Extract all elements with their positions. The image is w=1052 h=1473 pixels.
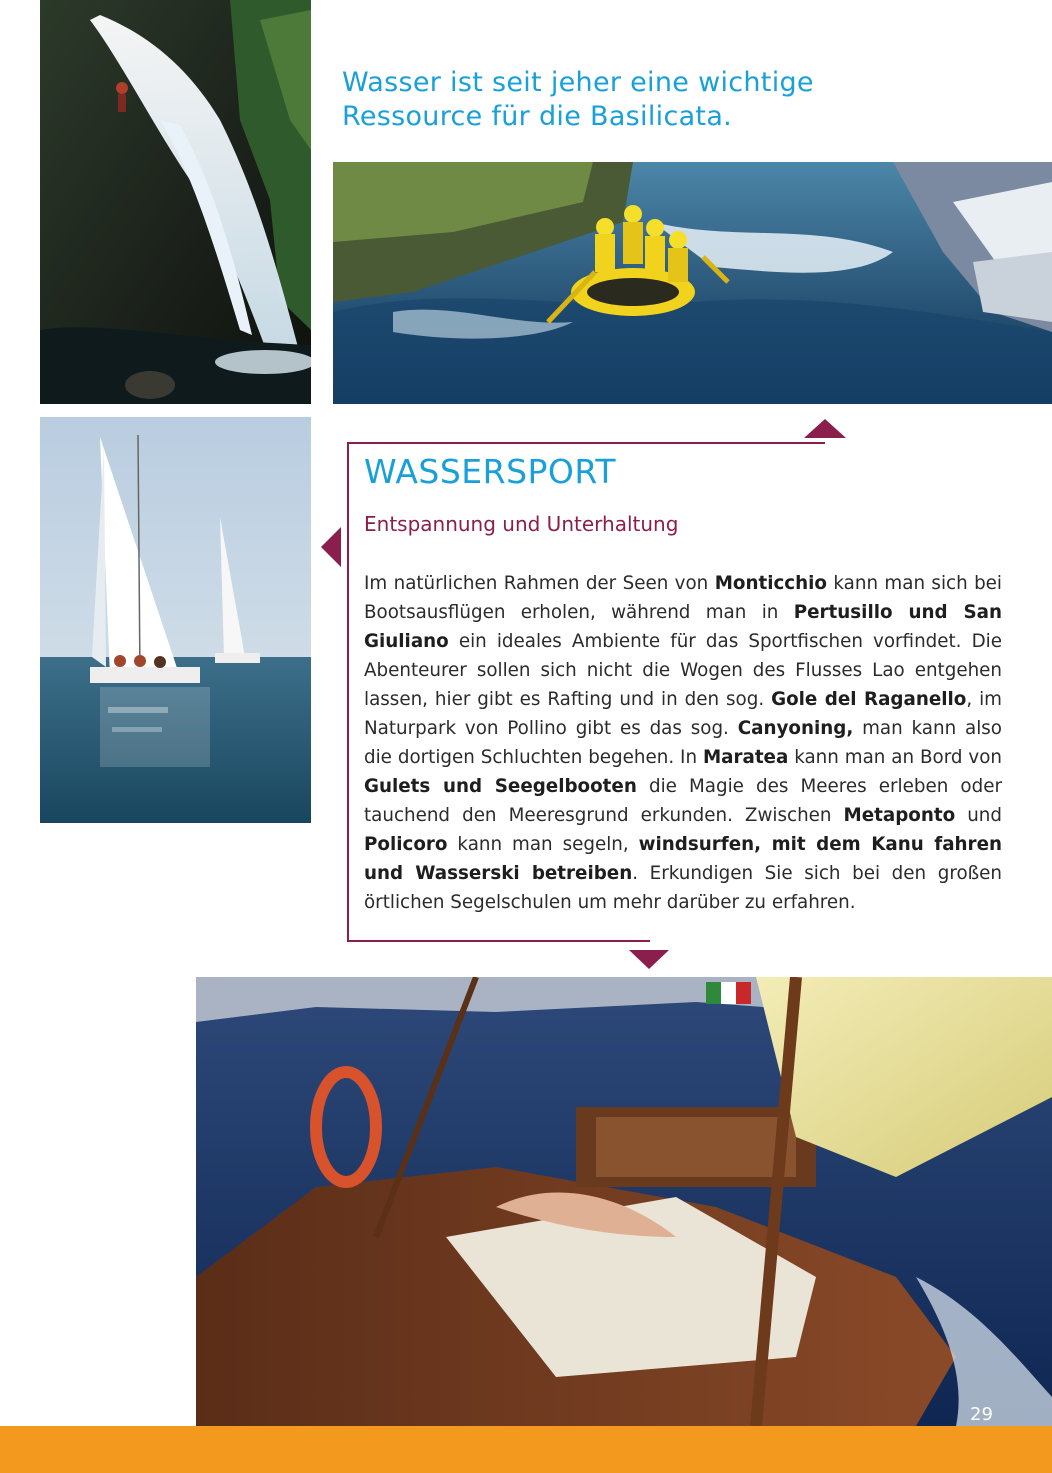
body-bold-run: Pertusillo und San Giuliano [364,602,1002,652]
body-bold-run: Policoro [364,834,448,855]
frame-left-line [347,442,349,942]
body-bold-run: Canyoning, [737,718,854,739]
body-text-run: . Erkundigen Sie sich bei den großen örtlichen Segelschulen um mehr darüber zu erfahren. [364,863,1002,913]
triangle-left-icon [321,527,341,567]
catamaran-photo [40,417,311,823]
footer-bar [0,1426,1052,1473]
headline-line-2: Ressource für die Basilicata. [342,101,733,132]
body-paragraph [364,569,1002,917]
body-bold-run: Gulets und Seegelbooten [364,776,637,797]
rafting-photo [333,162,1052,404]
body-bold-run: Metaponto [843,805,956,826]
body-text-run: kann man sich bei Bootsausflügen erholen, während man in [364,573,1003,623]
body-text-run: ein ideales Ambiente für das Sportfischen vorfindet. Die Abenteurer sollen sich nicht die Wogen des Flusses Lao entgehen lassen, hier gibt es Rafting und in den sog. [364,631,1002,710]
headline-line-1: Wasser ist seit jeher eine wichtige [342,67,814,98]
body-text-run: kann man an Bord von [788,747,1002,768]
body-text-run: Im natürlichen Rahmen der Seen von [364,573,715,594]
body-bold-run: Gole del Raganello [771,689,967,710]
body-text-run: man kann also die dortigen Schluchten begehen. In [364,718,1002,768]
body-text-run: die Magie des Meeres erleben oder tauchend den Meeresgrund erkunden. Zwischen [364,776,1002,826]
triangle-down-icon [629,950,669,969]
body-bold-run: Monticchio [714,573,827,594]
triangle-up-icon [804,419,846,438]
body-text-run: kann man segeln, [447,834,639,855]
body-bold-run: windsurfen, mit dem Kanu fahren und Wasserski betreiben [364,834,1002,884]
body-text-run: und [955,805,1002,826]
headline [342,66,902,134]
frame-bottom-line [347,940,650,942]
page-number: 29 [970,1404,993,1425]
sailboat-photo [196,977,1052,1426]
waterfall-photo [40,0,311,404]
body-bold-run: Maratea [702,747,789,768]
section-subtitle: Entspannung und Unterhaltung [364,512,679,536]
section-title: WASSERSPORT [364,452,617,491]
frame-top-line [347,442,825,444]
body-text-run: , im Naturpark von Pollino gibt es das sog. [364,689,1002,739]
